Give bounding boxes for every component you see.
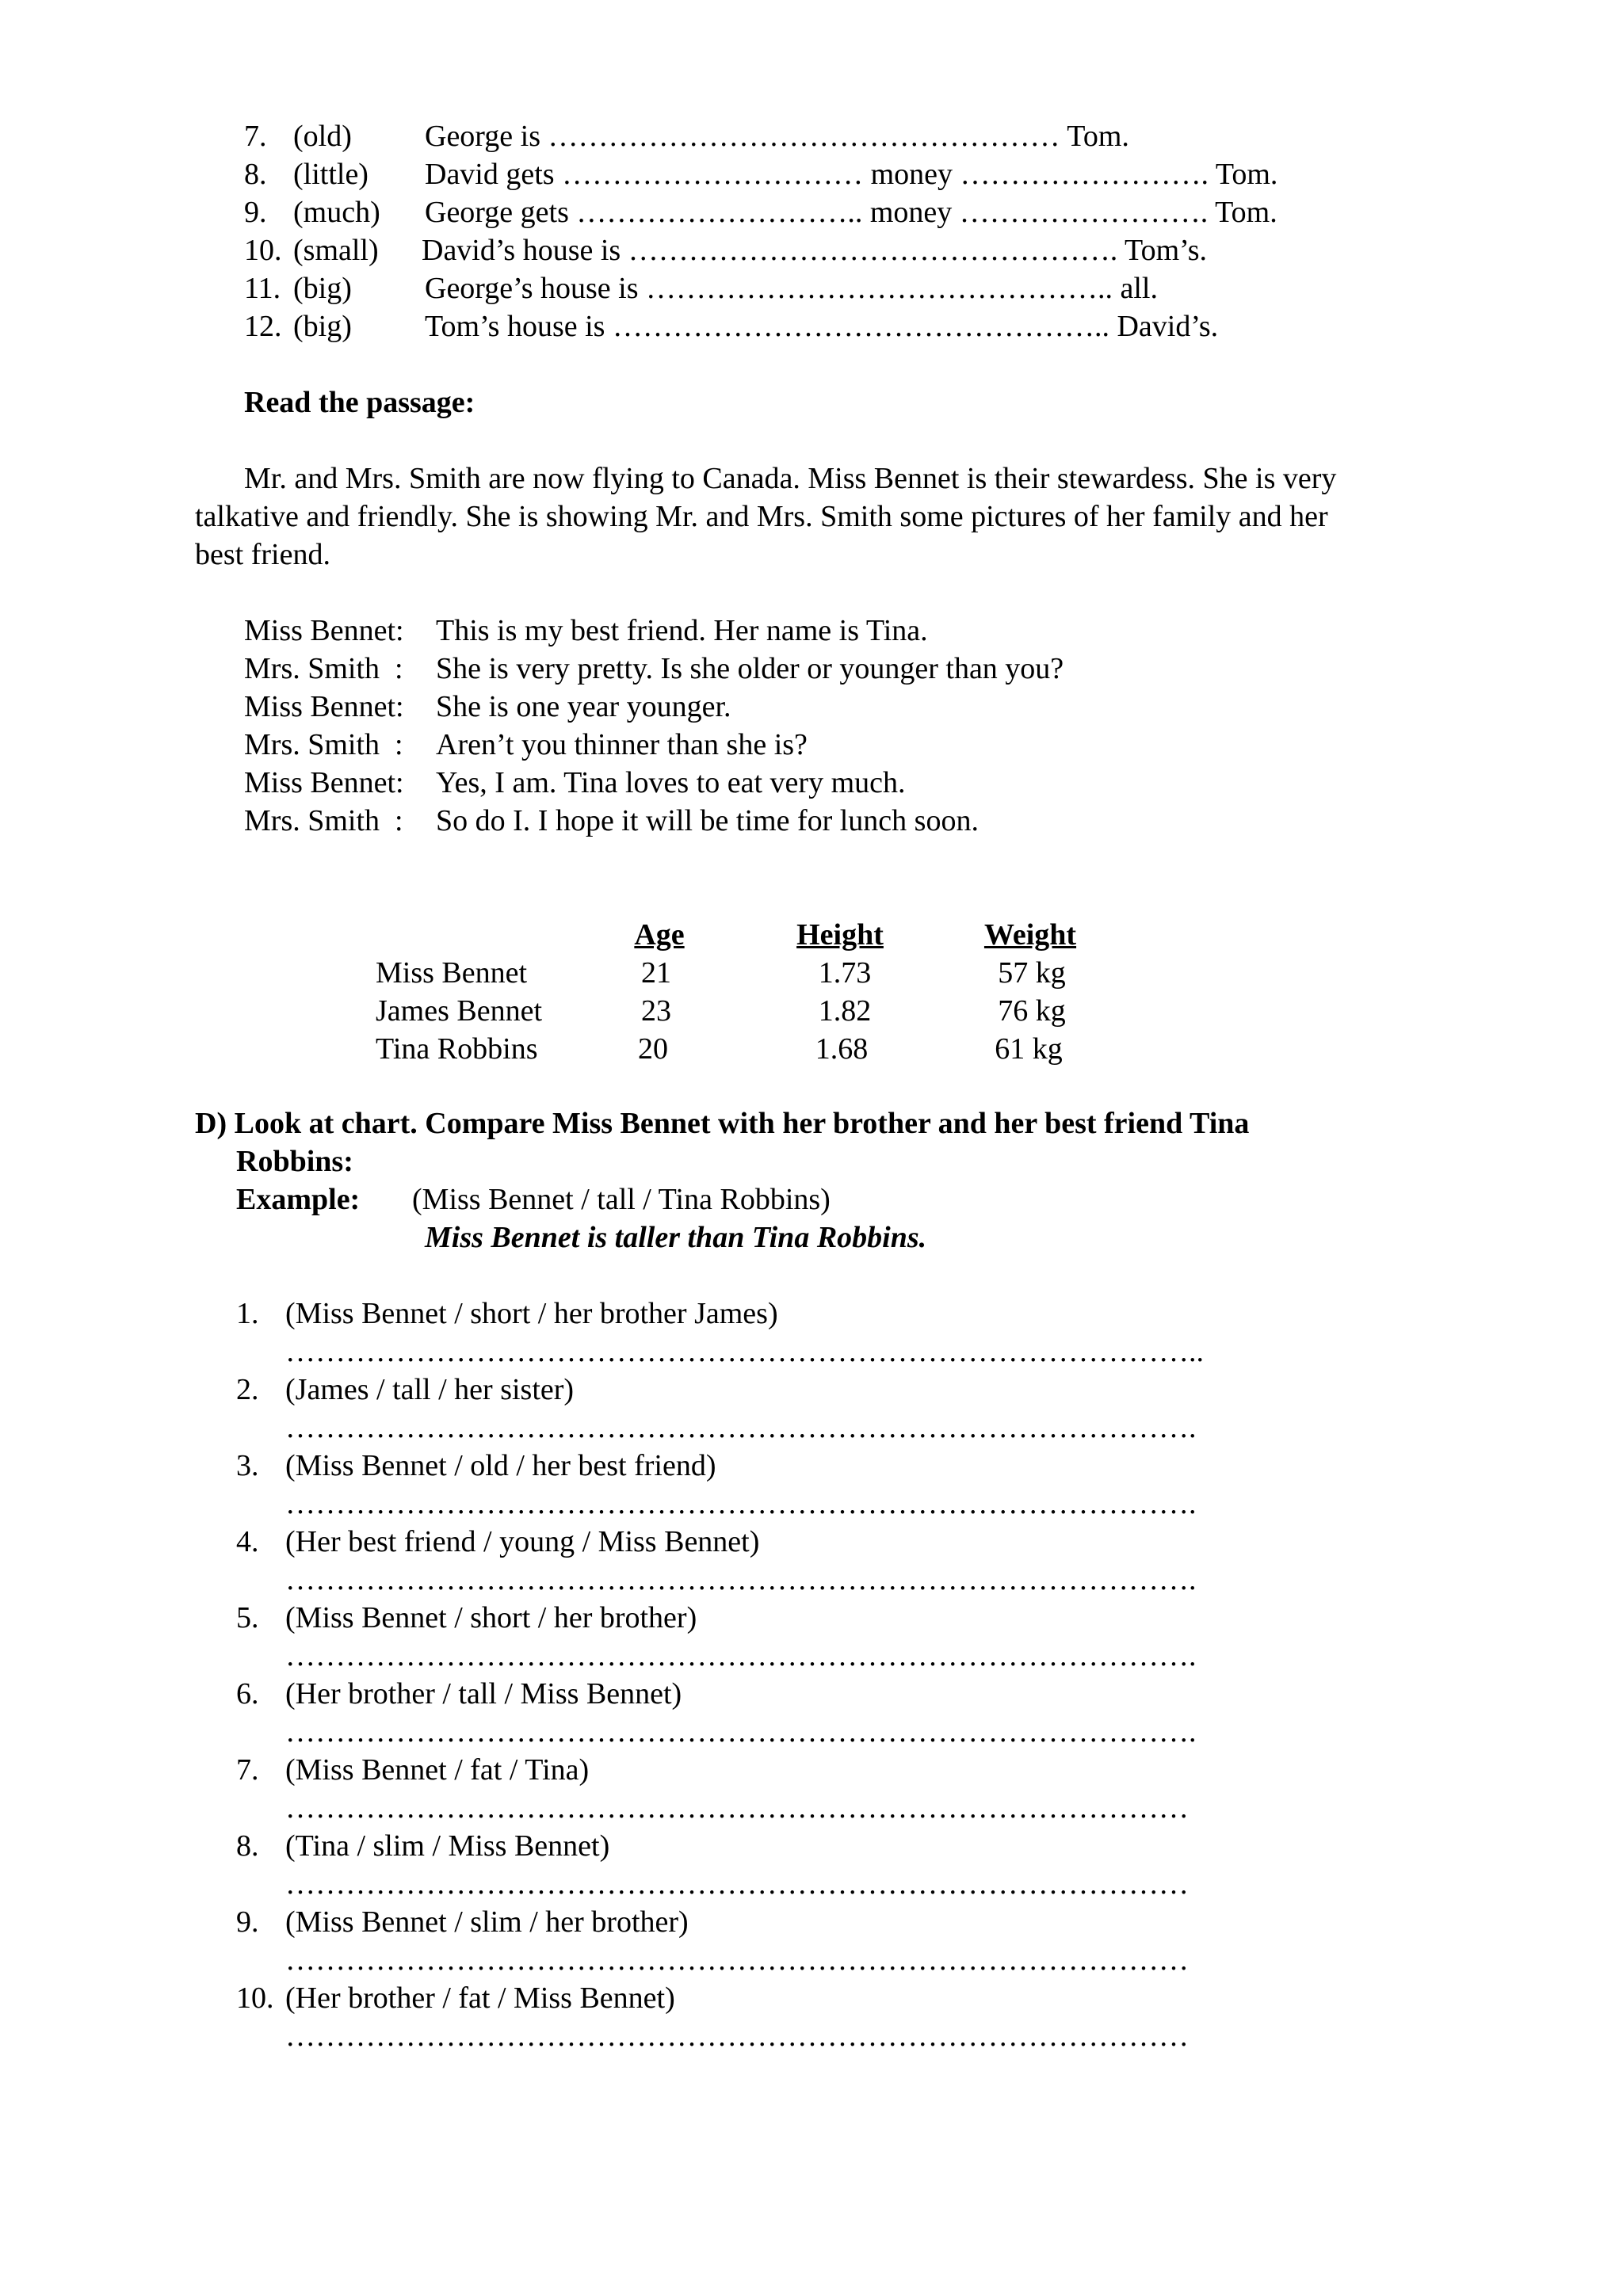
dialogue-line: This is my best friend. Her name is Tina. — [436, 614, 928, 647]
list-item-text: George’s house is ……………………………………….. all. — [425, 272, 1158, 305]
table-cell-height: 1.82 — [818, 994, 872, 1028]
list-item-number: 7. — [244, 120, 267, 153]
list-item-number: 12. — [244, 310, 282, 343]
answer-blank[interactable]: ………………………………………………………………………………. — [285, 1563, 1197, 1596]
table-cell-age: 21 — [641, 956, 671, 990]
answer-blank[interactable]: ……………………………………………………………………………….. — [285, 1335, 1204, 1368]
answer-blank[interactable]: ………………………………………………………………………………. — [285, 1487, 1197, 1520]
answer-blank[interactable]: ………………………………………………………………………………. — [285, 1639, 1197, 1672]
exercise-prompt: (James / tall / her sister) — [285, 1373, 575, 1406]
table-cell-age: 23 — [641, 994, 671, 1028]
exercise-prompt: (Miss Bennet / slim / her brother) — [285, 1905, 689, 1939]
table-cell-weight: 76 kg — [998, 994, 1066, 1028]
table-cell-height: 1.73 — [818, 956, 872, 990]
exercise-prompt: (Her best friend / young / Miss Bennet) — [285, 1525, 760, 1558]
exercise-number: 5. — [236, 1601, 259, 1634]
list-item-hint: (much) — [293, 196, 380, 229]
section-d-title-cont: Robbins: — [236, 1145, 353, 1178]
exercise-number: 9. — [236, 1905, 259, 1939]
exercise-prompt: (Tina / slim / Miss Bennet) — [285, 1829, 610, 1863]
exercise-number: 8. — [236, 1829, 259, 1863]
exercise-number: 6. — [236, 1677, 259, 1711]
list-item-hint: (little) — [293, 158, 369, 191]
answer-blank[interactable]: ………………………………………………………………………………. — [285, 1411, 1197, 1444]
table-header-age: Age — [634, 918, 685, 952]
passage-heading: Read the passage: — [244, 386, 475, 419]
dialogue-speaker: Miss Bennet: — [244, 766, 404, 799]
dialogue-line: She is very pretty. Is she older or younger than you? — [436, 652, 1064, 685]
list-item-hint: (small) — [293, 234, 379, 267]
list-item-number: 10. — [244, 234, 282, 267]
list-item-hint: (old) — [293, 120, 352, 153]
exercise-prompt: (Her brother / fat / Miss Bennet) — [285, 1981, 675, 2015]
exercise-prompt: (Miss Bennet / short / her brother James) — [285, 1297, 778, 1330]
answer-blank[interactable]: ……………………………………………………………………………… — [285, 1791, 1189, 1825]
list-item-hint: (big) — [293, 272, 352, 305]
dialogue-line: So do I. I hope it will be time for lunch soon. — [436, 804, 979, 837]
answer-blank[interactable]: ……………………………………………………………………………… — [285, 1867, 1189, 1901]
table-cell-height: 1.68 — [815, 1032, 869, 1066]
list-item-hint: (big) — [293, 310, 352, 343]
list-item-text: George gets ……………………….. money ……………………. Tom. — [425, 196, 1277, 229]
dialogue-speaker: Mrs. Smith : — [244, 728, 403, 761]
dialogue-speaker: Miss Bennet: — [244, 690, 404, 723]
list-item-number: 9. — [244, 196, 267, 229]
table-header-weight: Weight — [983, 918, 1077, 952]
exercise-number: 4. — [236, 1525, 259, 1558]
list-item-number: 11. — [244, 272, 281, 305]
table-cell-name: Tina Robbins — [376, 1032, 538, 1066]
dialogue-line: Aren’t you thinner than she is? — [436, 728, 808, 761]
answer-blank[interactable]: ……………………………………………………………………………… — [285, 1943, 1189, 1977]
passage-line: talkative and friendly. She is showing Mr. and Mrs. Smith some pictures of her family and her — [195, 500, 1328, 533]
list-item-text: George is …………………………………………… Tom. — [425, 120, 1129, 153]
list-item-number: 8. — [244, 158, 267, 191]
answer-blank[interactable]: ……………………………………………………………………………… — [285, 2019, 1189, 2053]
exercise-prompt: (Her brother / tall / Miss Bennet) — [285, 1677, 682, 1711]
answer-blank[interactable]: ………………………………………………………………………………. — [285, 1715, 1197, 1749]
table-cell-name: Miss Bennet — [376, 956, 528, 990]
section-d-title: D) Look at chart. Compare Miss Bennet with her brother and her best friend Tina — [195, 1107, 1250, 1140]
table-cell-age: 20 — [638, 1032, 668, 1066]
dialogue-speaker: Mrs. Smith : — [244, 652, 403, 685]
table-cell-name: James Bennet — [376, 994, 543, 1028]
passage-line: Mr. and Mrs. Smith are now flying to Canada. Miss Bennet is their stewardess. She is very — [244, 462, 1337, 495]
exercise-number: 1. — [236, 1297, 259, 1330]
dialogue-line: Yes, I am. Tina loves to eat very much. — [436, 766, 906, 799]
example-label: Example: — [236, 1183, 361, 1216]
exercise-number: 10. — [236, 1981, 274, 2015]
exercise-prompt: (Miss Bennet / old / her best friend) — [285, 1449, 716, 1482]
exercise-prompt: (Miss Bennet / short / her brother) — [285, 1601, 697, 1634]
exercise-prompt: (Miss Bennet / fat / Tina) — [285, 1753, 590, 1787]
exercise-number: 2. — [236, 1373, 259, 1406]
list-item-text: David gets ………………………… money ……………………. Tom. — [425, 158, 1278, 191]
dialogue-line: She is one year younger. — [436, 690, 731, 723]
dialogue-speaker: Miss Bennet: — [244, 614, 404, 647]
exercise-number: 7. — [236, 1753, 259, 1787]
exercise-number: 3. — [236, 1449, 259, 1482]
table-header-height: Height — [796, 918, 884, 952]
list-item-text: Tom’s house is ………………………………………….. David’s. — [425, 310, 1219, 343]
example-prompt: (Miss Bennet / tall / Tina Robbins) — [412, 1183, 831, 1216]
passage-line: best friend. — [195, 538, 330, 571]
example-answer: Miss Bennet is taller than Tina Robbins. — [425, 1221, 927, 1254]
table-cell-weight: 61 kg — [995, 1032, 1063, 1066]
list-item-text: David’s house is …………………………………………. Tom’s. — [422, 234, 1207, 267]
dialogue-speaker: Mrs. Smith : — [244, 804, 403, 837]
table-cell-weight: 57 kg — [998, 956, 1066, 990]
